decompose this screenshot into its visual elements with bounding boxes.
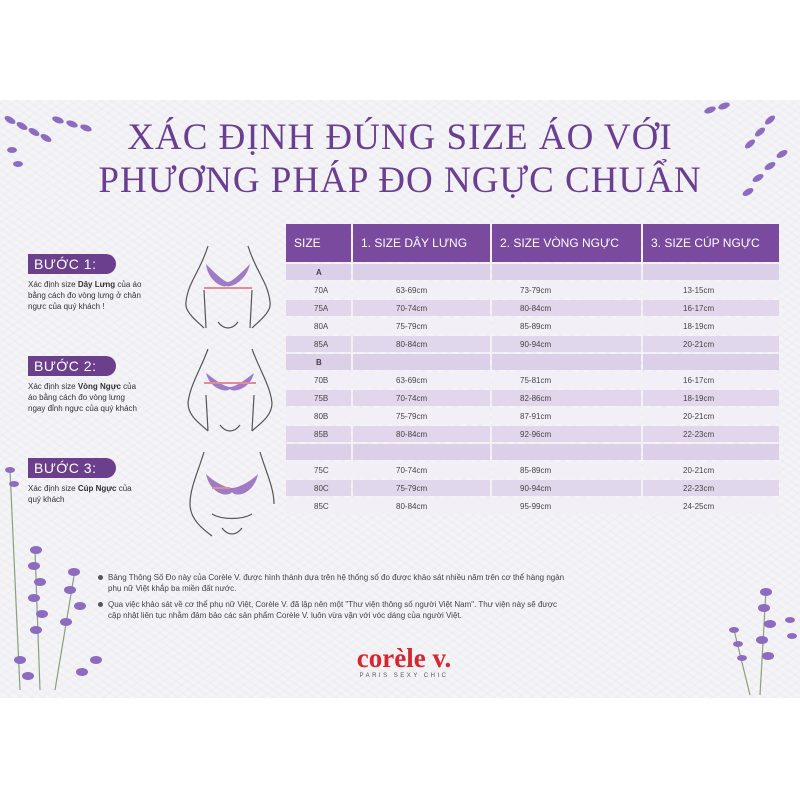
group-label [286, 444, 351, 460]
table-row [286, 282, 779, 298]
table-body [286, 264, 779, 514]
header-band: 1. SIZE DÂY LƯNG [353, 224, 490, 262]
cell-bust: 85-89cm [492, 318, 641, 334]
group-label: B [286, 354, 351, 370]
step-3-label: BƯỚC 3: [28, 458, 116, 478]
step-1 [28, 254, 143, 312]
brand-logo [334, 644, 474, 679]
cell-size: 70B [286, 372, 351, 388]
cell-size: 75B [286, 390, 351, 406]
cell-bust: 82-86cm [492, 390, 641, 406]
header-size: SIZE [286, 224, 351, 262]
step-1-label: BƯỚC 1: [28, 254, 116, 274]
body-measure-figure-icon [178, 242, 278, 334]
group-label: A [286, 264, 351, 280]
cell-size: 75C [286, 462, 351, 478]
cell-cup: 22-23cm [643, 426, 779, 442]
cell-band: 80-84cm [353, 426, 490, 442]
group-cell [492, 354, 641, 370]
cell-band: 75-79cm [353, 318, 490, 334]
cell-size: 80C [286, 480, 351, 496]
group-cell [643, 444, 779, 460]
cell-size: 80A [286, 318, 351, 334]
group-cell [353, 264, 490, 280]
table-header-row [286, 224, 779, 262]
group-cell [643, 354, 779, 370]
cell-cup: 20-21cm [643, 462, 779, 478]
cell-band: 70-74cm [353, 462, 490, 478]
cell-size: 70A [286, 282, 351, 298]
cell-cup: 16-17cm [643, 372, 779, 388]
cell-size: 85B [286, 426, 351, 442]
cell-cup: 22-23cm [643, 480, 779, 496]
cell-cup: 18-19cm [643, 390, 779, 406]
cell-size: 85A [286, 336, 351, 352]
group-cell [353, 354, 490, 370]
step-3 [28, 458, 143, 505]
step-1-desc: Xác định size Dây Lưng của áo bằng cách đo vòng lưng ở chân ngực của quý khách ! [28, 280, 142, 311]
cell-bust: 90-94cm [492, 480, 641, 496]
cell-band: 80-84cm [353, 336, 490, 352]
table-group-row [286, 444, 779, 460]
cell-bust: 75-81cm [492, 372, 641, 388]
group-cell [492, 264, 641, 280]
table-row [286, 426, 779, 442]
title-line-1: XÁC ĐỊNH ĐÚNG SIZE ÁO VỚI [127, 117, 673, 158]
cell-bust: 80-84cm [492, 300, 641, 316]
cell-cup: 18-19cm [643, 318, 779, 334]
notes [98, 572, 568, 626]
cell-cup: 13-15cm [643, 282, 779, 298]
group-cell [353, 444, 490, 460]
table-group-row [286, 354, 779, 370]
table-row [286, 372, 779, 388]
table-group-row [286, 264, 779, 280]
cell-band: 80-84cm [353, 498, 490, 514]
header-cup: 3. SIZE CÚP NGỰC [643, 224, 779, 262]
step-2 [28, 356, 143, 414]
cell-size: 80B [286, 408, 351, 424]
size-table [284, 222, 781, 516]
table-row [286, 462, 779, 478]
cell-cup: 16-17cm [643, 300, 779, 316]
cell-cup: 24-25cm [643, 498, 779, 514]
table-row [286, 318, 779, 334]
table-row [286, 408, 779, 424]
cell-bust: 85-89cm [492, 462, 641, 478]
step-2-label: BƯỚC 2: [28, 356, 116, 376]
lavender-sprig-icon [720, 580, 800, 700]
body-measure-figure-icon [182, 448, 282, 540]
cell-bust: 90-94cm [492, 336, 641, 352]
cell-bust: 73-79cm [492, 282, 641, 298]
cell-band: 75-79cm [353, 480, 490, 496]
header-bust: 2. SIZE VÒNG NGỰC [492, 224, 641, 262]
cell-band: 70-74cm [353, 390, 490, 406]
title-line-2: PHƯƠNG PHÁP ĐO NGỰC CHUẨN [98, 160, 702, 201]
step-3-desc: Xác định size Cúp Ngực của quý khách [28, 484, 132, 504]
brand-tagline: PARIS SEXY CHIC [359, 673, 449, 679]
cell-bust: 95-99cm [492, 498, 641, 514]
step-2-desc: Xác định size Vòng Ngực của áo bằng cách đo vòng lưng ngay đỉnh ngực của quý khách [28, 382, 137, 413]
cell-cup: 20-21cm [643, 336, 779, 352]
brand-name: corèle v. [356, 643, 452, 673]
body-measure-figure-icon [180, 345, 280, 437]
cell-band: 63-69cm [353, 282, 490, 298]
cell-band: 70-74cm [353, 300, 490, 316]
cell-bust: 92-96cm [492, 426, 641, 442]
group-cell [492, 444, 641, 460]
table-row [286, 300, 779, 316]
cell-size: 85C [286, 498, 351, 514]
table-row [286, 336, 779, 352]
cell-band: 63-69cm [353, 372, 490, 388]
table-row [286, 498, 779, 514]
table-row [286, 390, 779, 406]
table-row [286, 480, 779, 496]
cell-size: 75A [286, 300, 351, 316]
cell-band: 75-79cm [353, 408, 490, 424]
note-item: Bảng Thông Số Đo này của Corèle V. được hình thành dựa trên hệ thống số đo được khảo sát nhiều năm trên cơ thể hàng ngàn phụ nữ Việt khắp ba miền đất nước. [98, 572, 568, 594]
cell-bust: 87-91cm [492, 408, 641, 424]
group-cell [643, 264, 779, 280]
note-item: Qua việc khảo sát về cơ thể phụ nữ Việt, Corèle V. đã lập nên một "Thư viện thông số người Việt Nam". Thư viện này sẽ được cập nhật liên tục nhằm đảm bảo các sản phẩm Corèle V. luôn vừa vặn với vóc dáng của người Việt. [98, 599, 568, 621]
cell-cup: 20-21cm [643, 408, 779, 424]
